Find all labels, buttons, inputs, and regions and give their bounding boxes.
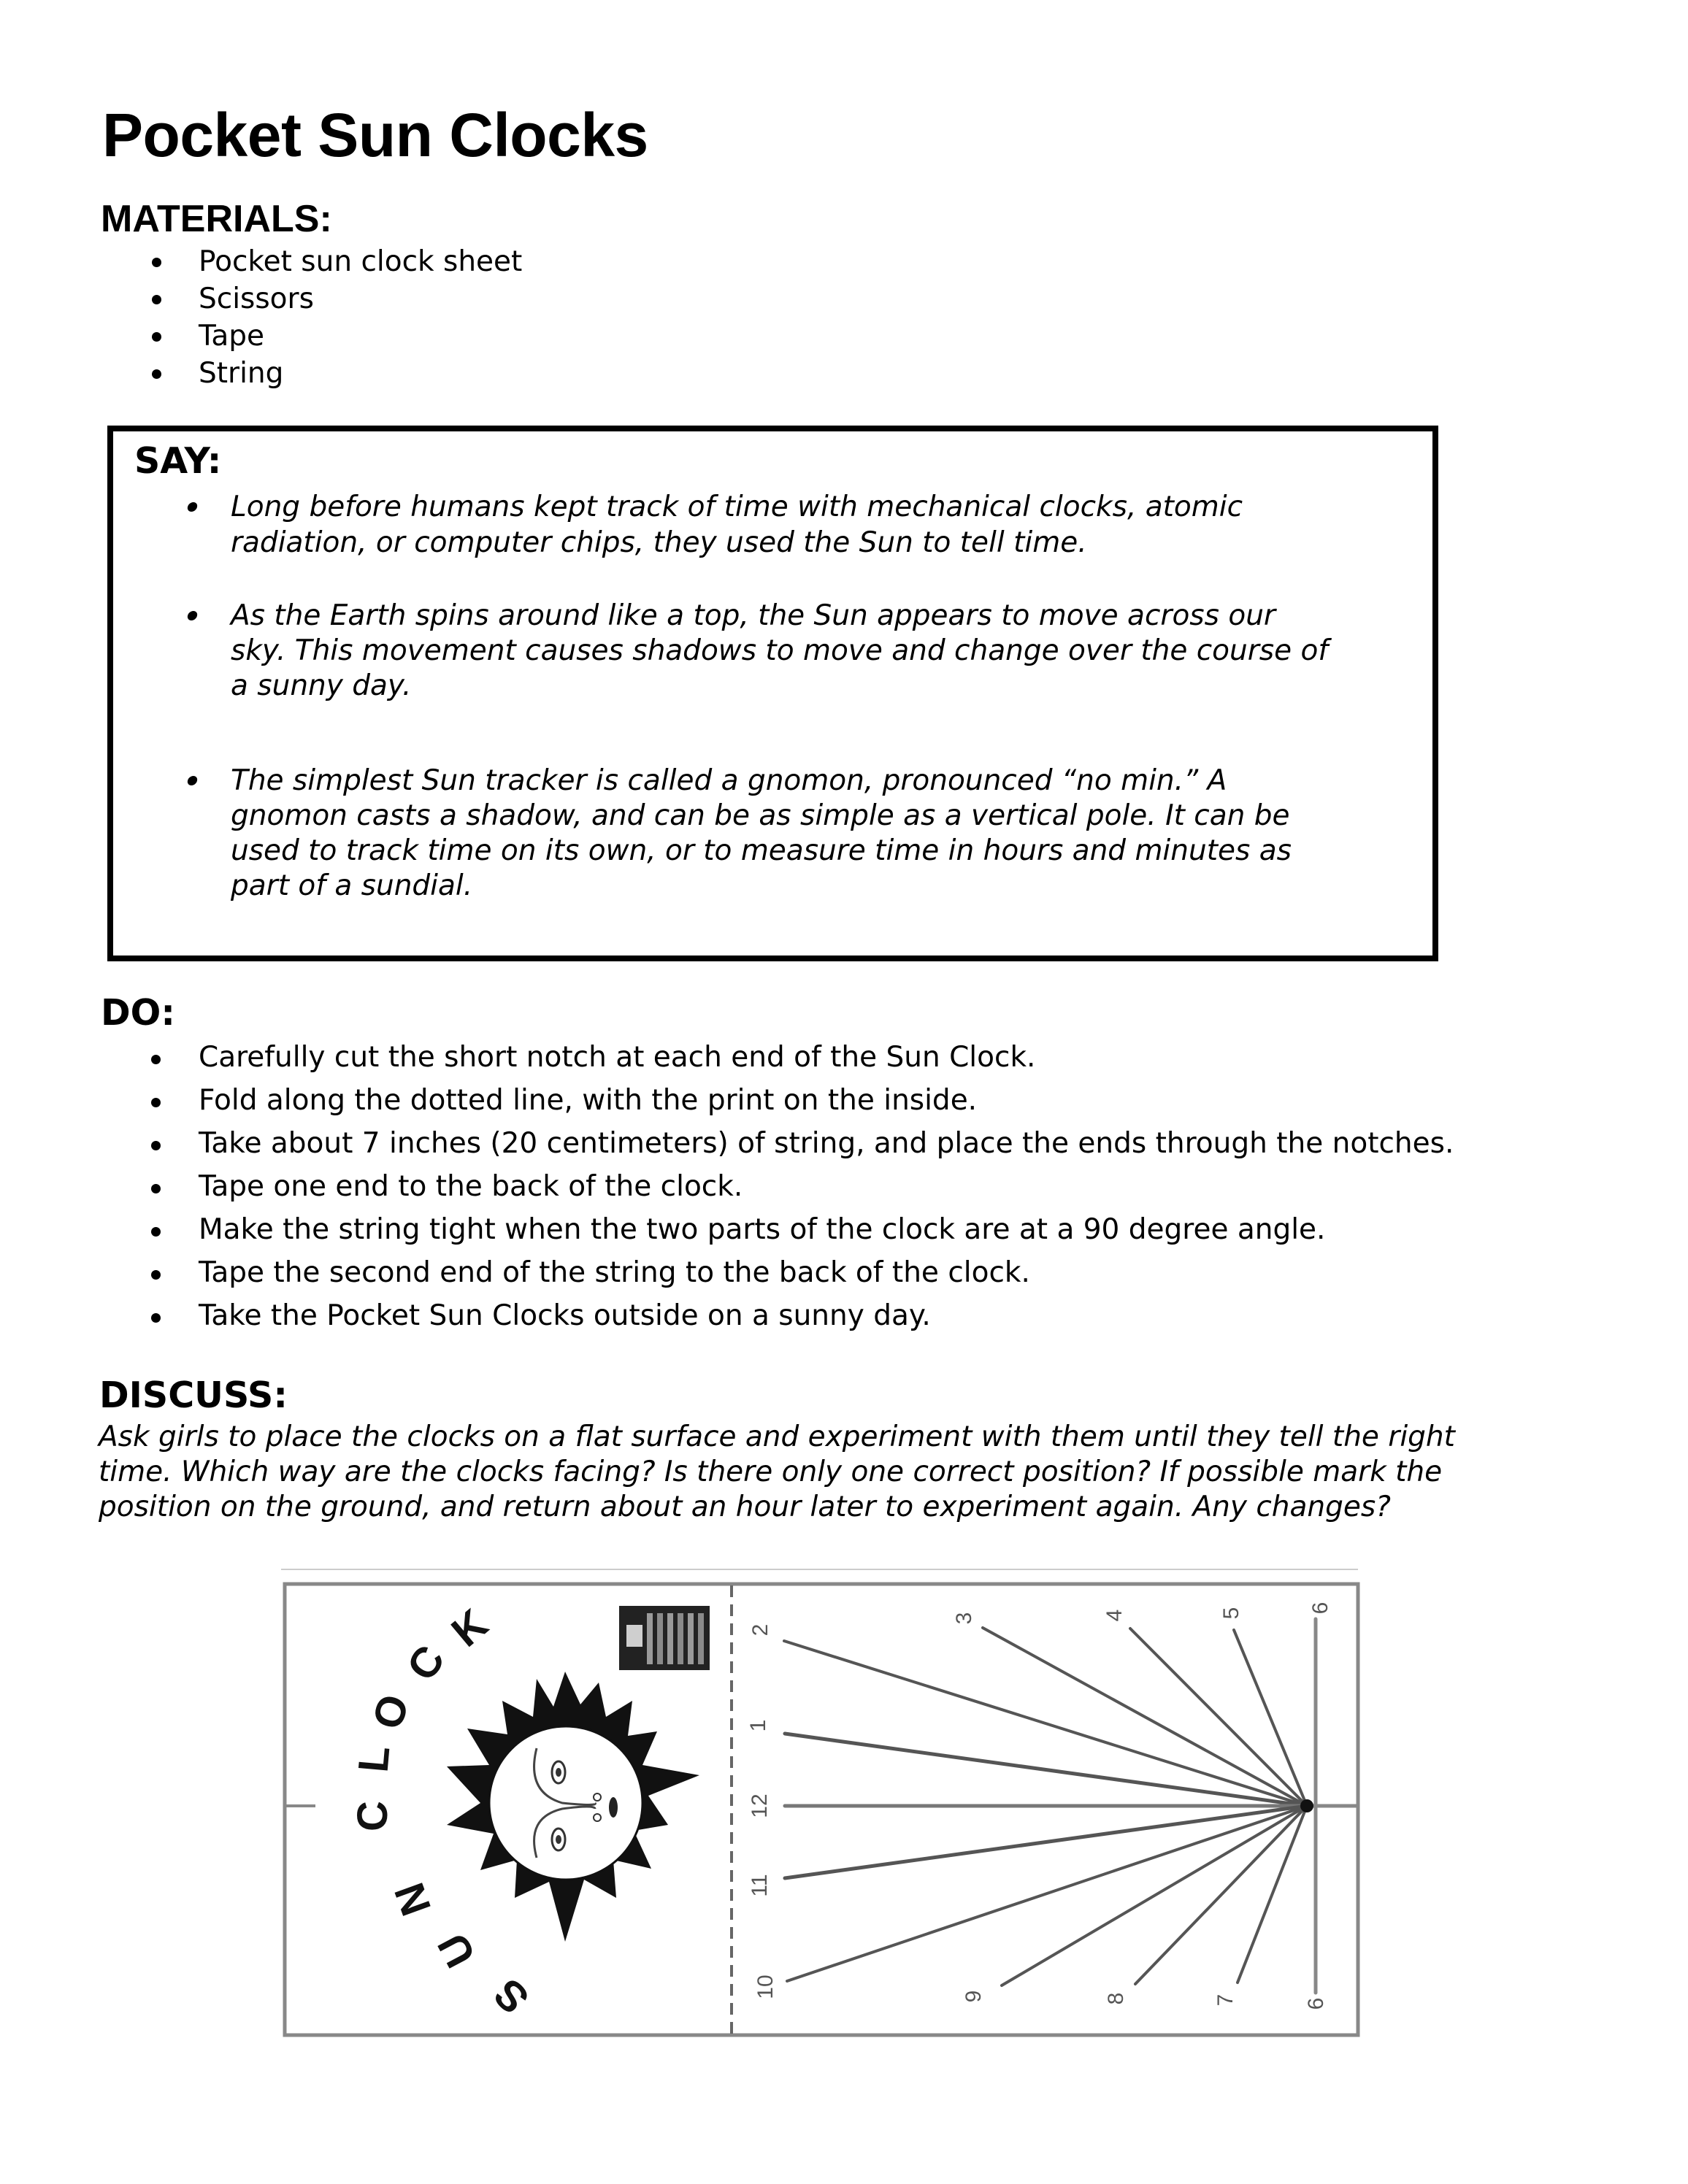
svg-text:4: 4 <box>1102 1609 1127 1622</box>
svg-text:C: C <box>349 1801 396 1831</box>
science-center-logo <box>619 1606 710 1670</box>
material-label: Pocket sun clock sheet <box>199 245 523 278</box>
do-heading: DO: <box>101 992 175 1034</box>
material-label: Scissors <box>199 282 314 315</box>
svg-text:3: 3 <box>951 1612 976 1625</box>
do-step: Tape the second end of the string to the back of the clock. <box>199 1256 1030 1289</box>
say-heading: SAY: <box>134 440 222 482</box>
say-item-line: used to track time on its own, or to measure time in hours and minutes as <box>231 834 1292 867</box>
svg-text:12: 12 <box>747 1793 772 1818</box>
svg-text:7: 7 <box>1213 1993 1238 2007</box>
svg-text:2: 2 <box>748 1623 772 1637</box>
sun-icon <box>447 1672 699 1942</box>
do-step: Carefully cut the short notch at each end of the Sun Clock. <box>199 1041 1036 1074</box>
say-item-line: Long before humans kept track of time with mechanical clocks, atomic <box>231 491 1243 523</box>
svg-text:S: S <box>484 1969 539 2023</box>
discuss-line: Ask girls to place the clocks on a flat surface and experiment with them until they tell the right <box>99 1420 1455 1453</box>
say-item-line: sky. This movement causes shadows to move and change over the course of <box>231 634 1329 667</box>
discuss-line: position on the ground, and return about an hour later to experiment again. Any changes? <box>99 1491 1391 1523</box>
svg-text:U: U <box>428 1926 485 1975</box>
svg-text:10: 10 <box>753 1975 778 1999</box>
svg-text:N: N <box>385 1877 441 1922</box>
svg-text:11: 11 <box>747 1874 772 1897</box>
say-item-line: gnomon casts a shadow, and can be as simple as a vertical pole. It can be <box>231 799 1290 832</box>
svg-text:1: 1 <box>745 1719 770 1732</box>
say-item-line: part of a sundial. <box>231 869 473 902</box>
do-step: Make the string tight when the two parts of the clock are at a 90 degree angle. <box>199 1213 1326 1246</box>
svg-text:8: 8 <box>1103 1992 1128 2005</box>
material-label: String <box>199 357 284 390</box>
discuss-heading: DISCUSS: <box>99 1374 288 1416</box>
svg-text:C: C <box>397 1637 455 1690</box>
svg-text:L: L <box>349 1744 399 1774</box>
gnomon-pivot <box>1300 1799 1313 1812</box>
say-item-line: As the Earth spins around like a top, the Sun appears to move across our <box>231 599 1275 632</box>
svg-text:6: 6 <box>1303 1997 1328 2010</box>
svg-text:6: 6 <box>1308 1602 1332 1615</box>
svg-text:K: K <box>442 1600 497 1656</box>
svg-text:O: O <box>363 1688 419 1735</box>
do-step: Take about 7 inches (20 centimeters) of string, and place the ends through the notches. <box>199 1127 1454 1160</box>
page-title: Pocket Sun Clocks <box>102 101 648 169</box>
material-label: Tape <box>199 320 265 353</box>
say-item-line: a sunny day. <box>231 669 412 702</box>
svg-text:5: 5 <box>1219 1607 1243 1620</box>
do-step: Take the Pocket Sun Clocks outside on a sunny day. <box>199 1299 931 1332</box>
say-item-line: radiation, or computer chips, they used the Sun to tell time. <box>231 526 1087 559</box>
hour-lines <box>784 1619 1316 1993</box>
say-item-line: The simplest Sun tracker is called a gnomon, pronounced “no min.” A <box>231 764 1227 797</box>
discuss-line: time. Which way are the clocks facing? Is there only one correct position? If possible mark the <box>99 1456 1443 1488</box>
svg-text:9: 9 <box>961 1990 986 2003</box>
do-step: Tape one end to the back of the clock. <box>199 1170 743 1203</box>
do-step: Fold along the dotted line, with the print on the inside. <box>199 1084 978 1117</box>
materials-heading: MATERIALS: <box>101 198 332 240</box>
